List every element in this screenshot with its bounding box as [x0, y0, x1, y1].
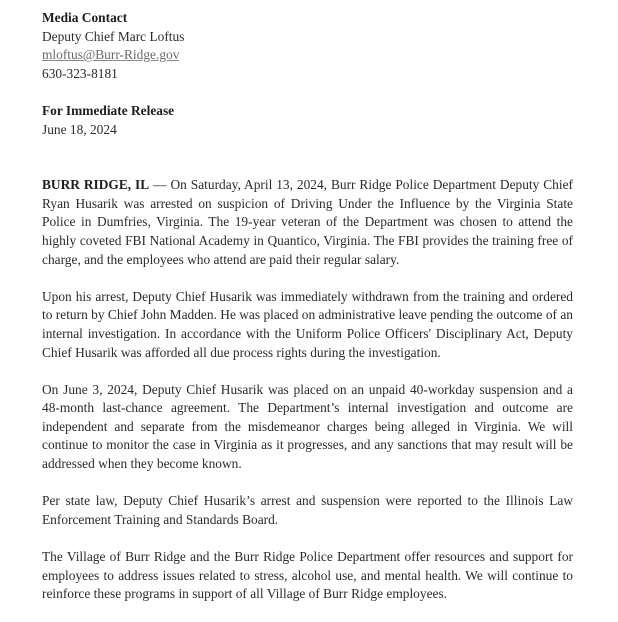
paragraph-arrest-response: Upon his arrest, Deputy Chief Husarik was immediately withdrawn from the training and ordered to return by Chief John Madden. He was placed on administrative leave pending the outcome of an internal investigation. In accordance with the Uniform Police Officers' Disciplinary Act, Deputy Chief Husarik was afforded all due process rights during the investigation.: [42, 288, 573, 360]
release-date: June 18, 2024: [42, 121, 117, 137]
media-contact-block: [42, 9, 573, 83]
media-contact-name: Deputy Chief Marc Loftus: [42, 28, 185, 44]
release-heading: For Immediate Release: [42, 102, 175, 118]
media-contact-phone: 630-323-8181: [42, 65, 118, 81]
media-contact-heading: Media Contact: [42, 10, 128, 25]
release-info-block: [42, 102, 573, 139]
paragraph-lead-text: — On Saturday, April 13, 2024, Burr Ridge Police Department Deputy Chief Ryan Husarik was arrested on suspicion of Driving Under the Influence by the Virginia State Police in Dumfries, Virginia. The 19-year veteran of the Department was chosen to attend the highly coveted FBI National Academy in Quantico, Virginia. The FBI provides the training free of charge, and the employees who attend are paid their regular salary.: [42, 177, 573, 267]
media-contact-email-link[interactable]: mloftus@Burr-Ridge.gov: [42, 47, 180, 63]
paragraph-lead: [42, 176, 573, 269]
press-release-body: [42, 176, 573, 604]
paragraph-suspension: On June 3, 2024, Deputy Chief Husarik was placed on an unpaid 40-workday suspension and a 48-month last-chance agreement. The Department’s internal investigation and outcome are independent and separate from the misdemeanor charges being alleged in Virginia. We will continue to monitor the case in Virginia as it progresses, and any sanctions that may result will be addressed when they become known.: [42, 381, 573, 472]
press-release-document: [42, 9, 573, 622]
paragraph-state-law: Per state law, Deputy Chief Husarik’s arrest and suspension were reported to the Illinois Law Enforcement Training and Standards Board.: [42, 493, 573, 527]
dateline: BURR RIDGE, IL: [42, 177, 150, 193]
paragraph-resources: The Village of Burr Ridge and the Burr Ridge Police Department offer resources and support for employees to address issues related to stress, alcohol use, and mental health. We will continue to reinforce these programs in support of all Village of Burr Ridge employees.: [42, 549, 573, 602]
